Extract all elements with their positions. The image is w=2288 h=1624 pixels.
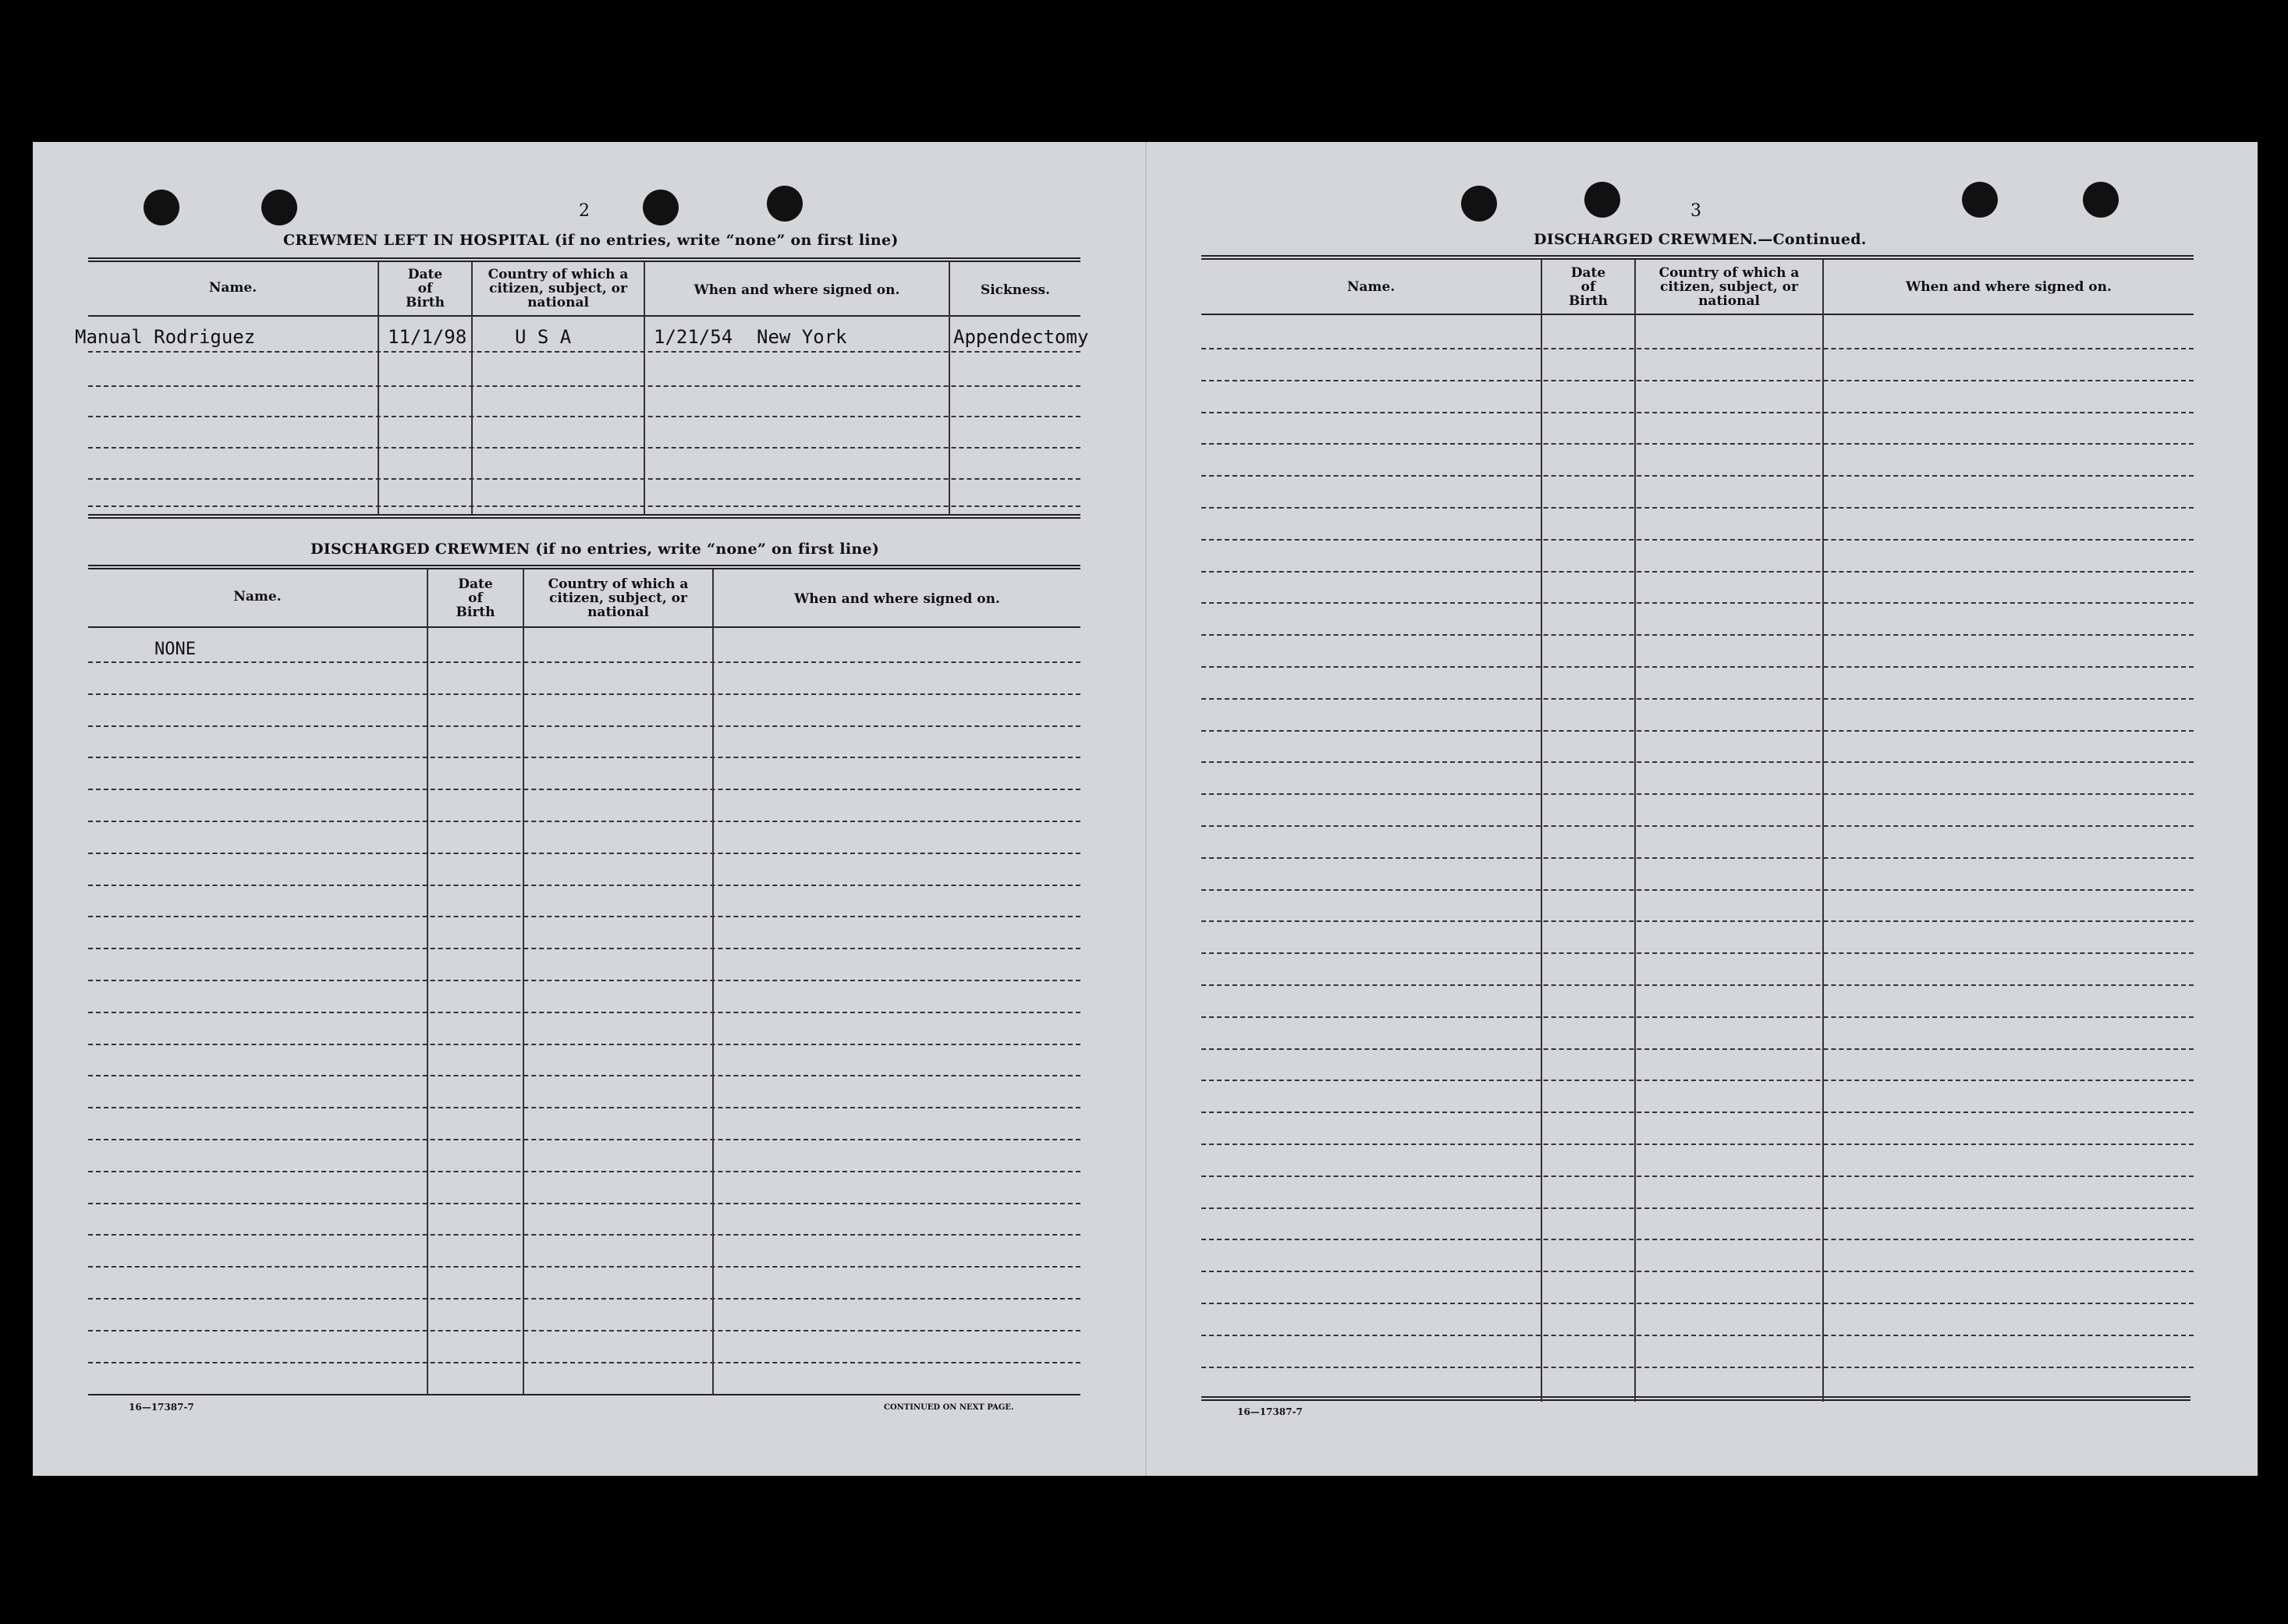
punch-hole [261, 190, 297, 225]
discharged-table-top-rule [88, 565, 1080, 569]
discharged-continued-title: DISCHARGED CREWMEN.—Continued. [1534, 231, 1867, 248]
crewman-country: U S A [515, 326, 572, 348]
discharged-none-entry: NONE [154, 640, 196, 659]
page-number: 3 [1690, 201, 1701, 221]
entry-line [1201, 1175, 2194, 1177]
punch-hole [1461, 186, 1497, 222]
punch-hole [144, 190, 179, 225]
punch-hole [2083, 182, 2119, 218]
entry-line [1201, 666, 2194, 668]
entry-line [88, 1139, 1080, 1140]
discharged-table-bottom-rule [88, 1394, 1080, 1395]
entry-line [1201, 507, 2194, 509]
entry-line [88, 789, 1080, 790]
punch-hole [767, 186, 803, 222]
entry-line [1201, 1207, 2194, 1209]
right-header-rule [1201, 314, 2194, 315]
page-fold [1145, 142, 1147, 1476]
entry-line [88, 693, 1080, 695]
hospital-header-rule [88, 315, 1080, 317]
entry-line [1201, 698, 2194, 700]
right-table-bottom-rule [1201, 1396, 2190, 1401]
entry-line [1201, 634, 2194, 636]
entry-line [88, 478, 1080, 480]
punch-hole [643, 190, 679, 225]
entry-line [1201, 1112, 2194, 1113]
column-header-dob: Date of Birth [1569, 265, 1608, 309]
form-number: 16—17387-7 [1237, 1406, 1303, 1417]
column-header-dob: Date of Birth [456, 576, 495, 620]
entry-line [88, 1362, 1080, 1363]
entry-line [1201, 761, 2194, 763]
punch-hole [1584, 182, 1620, 218]
hospital-section-title: CREWMEN LEFT IN HOSPITAL (if no entries, write “none” on first line) [283, 232, 899, 249]
entry-line [1201, 730, 2194, 732]
column-divider [949, 262, 950, 514]
entry-line [88, 1266, 1080, 1268]
entry-line [1201, 793, 2194, 795]
crewman-dob: 11/1/98 [388, 326, 467, 348]
column-divider [1822, 260, 1824, 1402]
discharged-section-title: DISCHARGED CREWMEN (if no entries, write “none” on first line) [310, 541, 880, 558]
entry-line [88, 1203, 1080, 1204]
entry-line [1201, 1144, 2194, 1145]
column-header-country: Country of which a citizen, subject, or national [548, 576, 689, 620]
crewman-signed-date: 1/21/54 [654, 326, 733, 348]
entry-line [88, 385, 1080, 387]
entry-line [1201, 1367, 2194, 1368]
entry-line [88, 980, 1080, 981]
crewman-name: Manual Rodriguez [75, 326, 256, 348]
column-header-sickness: Sickness. [980, 282, 1051, 298]
entry-line [88, 1330, 1080, 1331]
entry-line [88, 1012, 1080, 1013]
crewman-sickness: Appendectomy [953, 326, 1089, 348]
entry-line [1201, 475, 2194, 477]
hospital-table-top-rule [88, 257, 1080, 262]
form-number: 16—17387-7 [129, 1402, 194, 1413]
column-divider [1634, 260, 1636, 1402]
entry-line [88, 447, 1080, 449]
entry-line [88, 725, 1080, 727]
entry-line [1201, 920, 2194, 922]
entry-line [1201, 984, 2194, 986]
entry-line [1201, 571, 2194, 573]
entry-line [1201, 1048, 2194, 1050]
entry-line [1201, 412, 2194, 413]
column-header-dob: Date of Birth [406, 267, 445, 310]
column-header-name: Name. [1346, 279, 1396, 295]
entry-line [88, 853, 1080, 854]
entry-line [88, 1298, 1080, 1300]
punch-hole [1962, 182, 1998, 218]
entry-line [1201, 1271, 2194, 1272]
entry-line [1201, 1080, 2194, 1081]
entry-line [88, 885, 1080, 886]
column-header-signed: When and where signed on. [1906, 279, 2112, 295]
entry-line [88, 757, 1080, 758]
column-header-signed: When and where signed on. [693, 282, 900, 298]
entry-line [88, 416, 1080, 417]
entry-line [1201, 825, 2194, 827]
column-header-country: Country of which a citizen, subject, or national [488, 267, 629, 310]
entry-line [1201, 952, 2194, 954]
entry-line [1201, 602, 2194, 604]
entry-line [88, 505, 1080, 507]
entry-line [1201, 857, 2194, 859]
entry-line [88, 351, 1080, 353]
hospital-table-bottom-rule [88, 514, 1080, 519]
entry-line [88, 1171, 1080, 1172]
right-table-top-rule [1201, 255, 2194, 260]
entry-line [1201, 1303, 2194, 1304]
column-header-signed: When and where signed on. [794, 591, 1000, 607]
crewman-signed-place: New York [757, 326, 847, 348]
entry-line [1201, 348, 2194, 349]
entry-line [88, 916, 1080, 917]
entry-line [88, 821, 1080, 822]
entry-line [1201, 889, 2194, 891]
entry-line [1201, 380, 2194, 381]
entry-line [88, 661, 1080, 663]
entry-line [88, 1044, 1080, 1045]
column-header-country: Country of which a citizen, subject, or national [1658, 265, 1800, 309]
column-divider [644, 262, 645, 514]
continued-note: CONTINUED ON NEXT PAGE. [884, 1403, 1014, 1412]
column-divider [1541, 260, 1542, 1402]
entry-line [1201, 539, 2194, 541]
entry-line [1201, 1335, 2194, 1336]
entry-line [88, 1107, 1080, 1108]
page-number: 2 [579, 201, 590, 221]
column-header-name: Name. [208, 280, 257, 296]
entry-line [1201, 1239, 2194, 1240]
discharged-header-rule [88, 626, 1080, 628]
entry-line [1201, 1016, 2194, 1018]
entry-line [88, 1075, 1080, 1076]
entry-line [88, 948, 1080, 949]
entry-line [1201, 443, 2194, 445]
column-header-name: Name. [233, 589, 282, 605]
entry-line [88, 1234, 1080, 1236]
